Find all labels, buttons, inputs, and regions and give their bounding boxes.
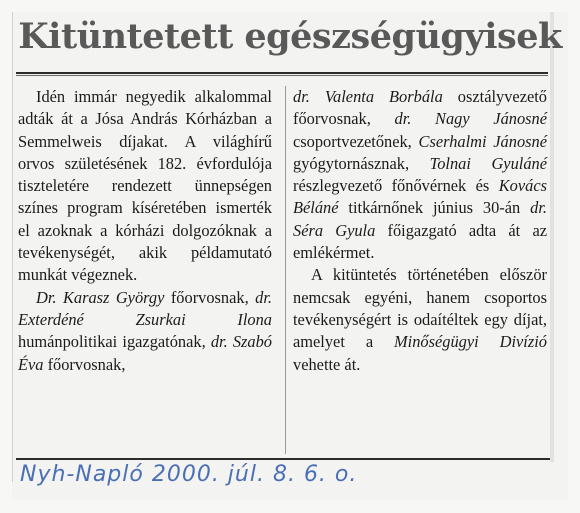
headline-rule — [16, 72, 548, 74]
awardee-name: Kovács Béláné — [293, 176, 547, 218]
column-divider — [285, 86, 286, 454]
awardee-name: Minőségügyi Divízió — [394, 332, 547, 352]
paragraph-intro: Idén immár negyedik alkalommal adták át a Jósa András Kórházban a Semmelweis díjakat. A világhírű orvos születésének 182. évfordulója tiszteletére rendezett ünnepségen színes program kíséretében ismerték el azoknak a kórházi dolgozóknak a tevékenységét, akik példamutató munkát végeznek. — [18, 87, 272, 285]
paragraph-awardees-cont: dr. Valenta Borbála osztályvezető főorvosnak, dr. Nagy Jánosné csoportvezetőnek, Cserhalmi Jánosné gyógytornásznak, Tolnai Gyuláné részlegvezető főnővérnek és Kovács Béláné titkárnőnek június 30-án dr. Séra Gyula főigazgató adta át az emlékérmet. — [293, 87, 548, 263]
paragraph-awardees-start: Dr. Karasz György főorvosnak, dr. Exterdéné Zsurkai Ilona humánpolitikai igazgatónak, dr. Szabó Éva főorvosnak, — [18, 287, 272, 374]
clipping-left-edge — [12, 12, 13, 482]
headline-rule-thin — [16, 75, 548, 76]
article-column-right — [293, 86, 547, 376]
awardee-name: dr. Valenta Borbála — [293, 87, 443, 106]
awardee-name: dr. Séra Gyula — [293, 198, 547, 240]
awardee-name: Tolnai Gyuláné — [429, 153, 547, 173]
awardee-name: Dr. Karasz György — [36, 287, 165, 307]
bottom-rule — [16, 458, 550, 460]
article-column-left — [18, 86, 272, 376]
awardee-name: Cserhalmi Jánosné — [418, 131, 547, 151]
awardee-name: dr. Nagy Jánosné — [394, 109, 548, 129]
article-headline: Kitüntetett egészségügyisek — [18, 16, 562, 57]
clipping-right-shadow — [550, 12, 554, 462]
awardee-name: dr. Exterdéné Zsurkai Ilona — [18, 287, 272, 329]
awardee-name: dr. Szabó Éva — [18, 332, 272, 374]
handwritten-source-note: Nyh-Napló 2000. júl. 8. 6. o. — [20, 462, 358, 487]
paragraph-group-award: A kitüntetés történetében először nemcsak egyéni, hanem csoportos tevékenységért is odaítéltek egy díjat, amelyet a Minőségügyi Divízió vehette át. — [293, 265, 547, 374]
